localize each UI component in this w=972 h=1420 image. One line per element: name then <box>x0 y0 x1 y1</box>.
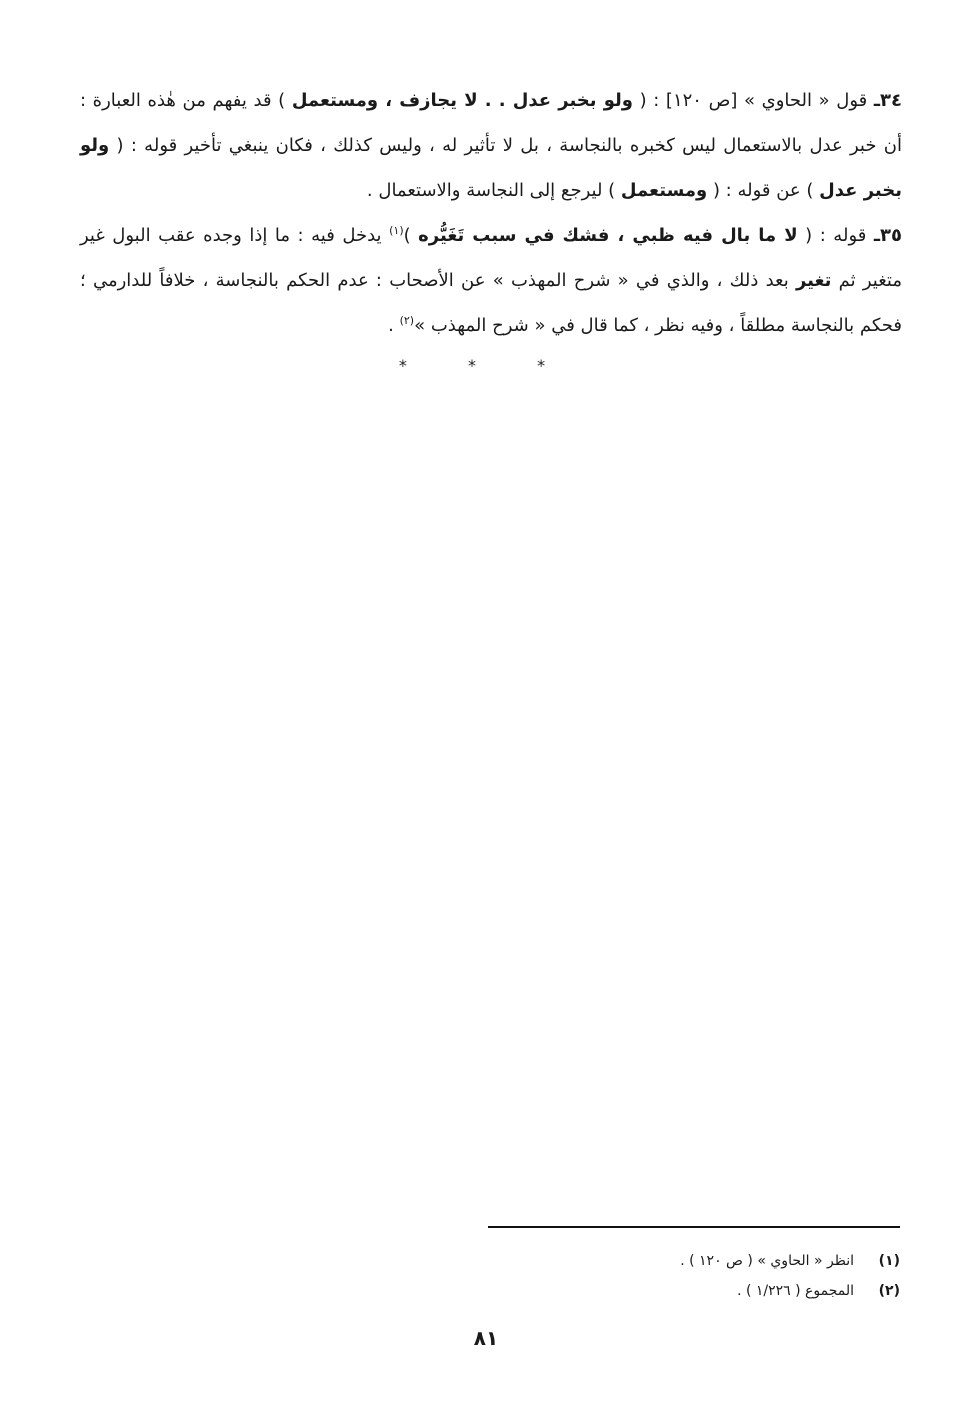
quoted-text: تغير <box>795 270 832 291</box>
section-separator: * * * <box>398 356 574 375</box>
footnote-ref-2: (٢) <box>399 314 415 327</box>
quoted-text: ولو بخبر عدل <box>80 135 902 201</box>
footnote-2 <box>380 1276 900 1306</box>
footnote-text: انظر « الحاوي » ( ص ١٢٠ ) . <box>680 1253 854 1269</box>
body-text <box>80 78 902 348</box>
text-segment: ) عن قوله : ( <box>707 180 820 201</box>
text-segment: ) قد يفهم من هٰذه العبارة : أن خبر عدل بالاستعمال ليس كخبره بالنجاسة ، بل لا تأثير له ، وليس كذلك ، فكان ينبغي تأخير قوله : ( <box>80 90 902 156</box>
text-segment: . <box>388 315 400 336</box>
page-number: ٨١ <box>473 1326 499 1350</box>
footnote-1 <box>380 1246 900 1276</box>
text-segment: قول « الحاوي » [ص ١٢٠] : ( <box>632 90 874 111</box>
footnote-ref-1: (١) <box>389 224 404 237</box>
text-segment: ) <box>403 225 419 246</box>
text-segment: قوله : ( <box>797 225 874 246</box>
paragraph-34 <box>80 78 902 213</box>
footnote-text: المجموع ( ١/٢٢٦ ) . <box>737 1283 854 1299</box>
quoted-text: لا ما بال فيه ظبي ، فشك في سبب تَغَيُّره <box>418 225 798 246</box>
quoted-text: ومستعمل <box>620 180 708 201</box>
quoted-text: ولو بخبر عدل . . لا يجازف ، ومستعمل <box>291 90 633 111</box>
paragraph-number: ٣٤ـ <box>873 90 902 111</box>
paragraph-number: ٣٥ـ <box>873 225 903 246</box>
text-segment: ) ليرجع إلى النجاسة والاستعمال . <box>366 180 621 201</box>
footnote-rule <box>488 1226 900 1228</box>
footnote-number: (٢) <box>878 1283 900 1299</box>
paragraph-35 <box>80 213 902 348</box>
text-segment: بعد ذلك ، والذي في « شرح المهذب » عن الأصحاب : عدم الحكم بالنجاسة ، خلافاً للدارمي ؛ فحكم بالنجاسة مطلقاً ، وفيه نظر ، كما قال في « شرح المهذب » <box>80 270 902 336</box>
footnotes <box>380 1246 900 1306</box>
footnote-number: (١) <box>878 1253 900 1269</box>
text-segment: يدخل فيه : ما إذا وجده عقب البول غير متغير ثم <box>80 225 902 291</box>
